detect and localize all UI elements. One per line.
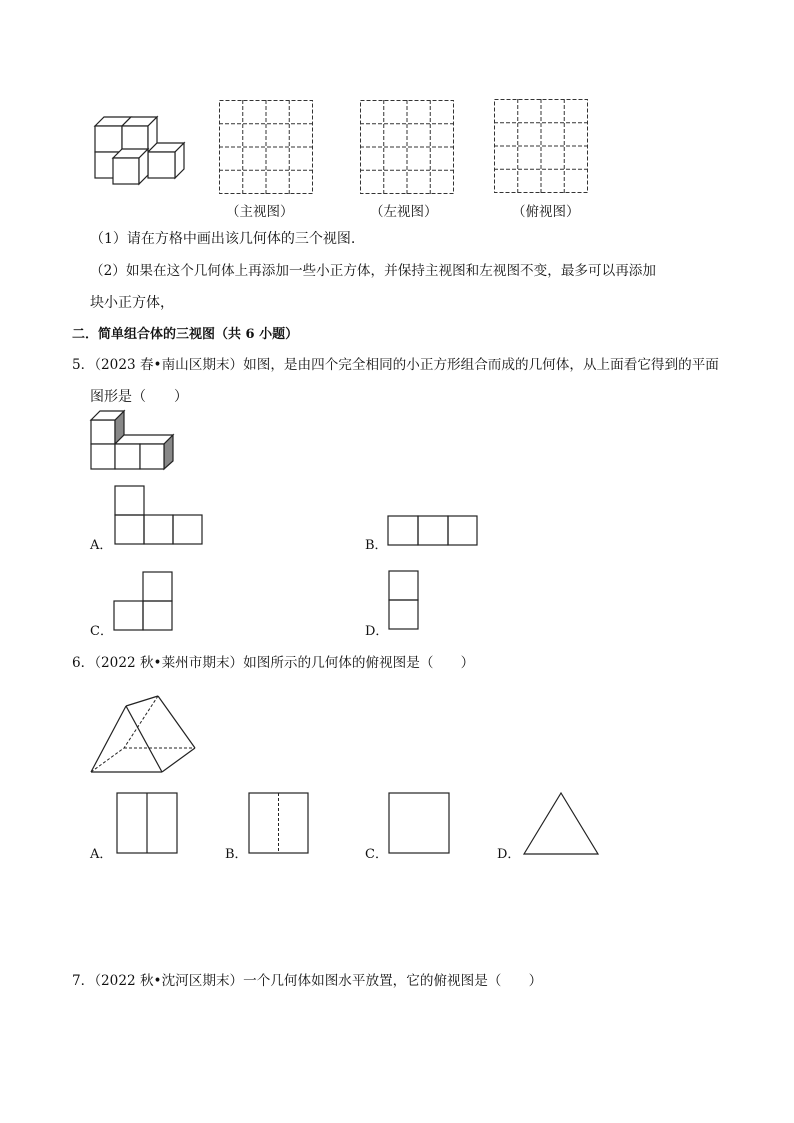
q5-option-c-label[interactable]: C． [90,624,113,639]
q5-option-a-figure[interactable] [114,485,204,547]
q6-option-a-figure[interactable] [115,792,179,856]
q5-stem-line1: 5．（2023 春•南山区期末）如图，是由四个完全相同的小正方形组合而成的几何体，从上面看它得到的平面 [72,357,719,373]
q5-solid-figure [88,410,178,470]
q5-option-c-figure[interactable] [113,571,175,633]
q6-option-d-label[interactable]: D． [497,847,521,862]
q5-option-d-label[interactable]: D． [365,624,389,639]
caption-top-view: （俯视图） [512,204,580,220]
q6-option-c-figure[interactable] [387,792,451,856]
caption-main-view: （主视图） [226,204,294,220]
q6-option-b-label[interactable]: B． [225,847,248,862]
q4-grid-main [219,100,314,195]
q5-option-d-figure[interactable] [388,570,420,632]
q6-stem: 6．（2022 秋•莱州市期末）如图所示的几何体的俯视图是（ ） [72,655,475,671]
q7-stem: 7．（2022 秋•沈河区期末）一个几何体如图水平放置，它的俯视图是（ ） [72,973,543,989]
q6-prism-figure [88,694,198,774]
caption-left-view: （左视图） [370,204,438,220]
q4-part2-line1: （2）如果在这个几何体上再添加一些小正方体，并保持主视图和左视图不变，最多可以再添加 [90,263,656,279]
q5-option-b-label[interactable]: B． [365,538,388,553]
q5-option-a-label[interactable]: A． [90,538,113,553]
q6-option-c-label[interactable]: C． [365,847,388,862]
q5-stem-line2: 图形是（ ） [90,389,188,405]
q4-grid-left [360,100,455,195]
q4-part2-line2: 块小正方体， [90,295,174,311]
q6-option-a-label[interactable]: A． [90,847,113,862]
q5-option-b-figure[interactable] [387,515,479,547]
q4-solid-figure [92,112,192,202]
q4-part1: （1）请在方格中画出该几何体的三个视图. [90,231,356,247]
section-heading: 二．简单组合体的三视图（共 6 小题） [72,327,299,342]
q4-grid-top [494,99,589,194]
q6-option-d-figure[interactable] [522,790,602,856]
q6-option-b-figure[interactable] [247,792,311,856]
